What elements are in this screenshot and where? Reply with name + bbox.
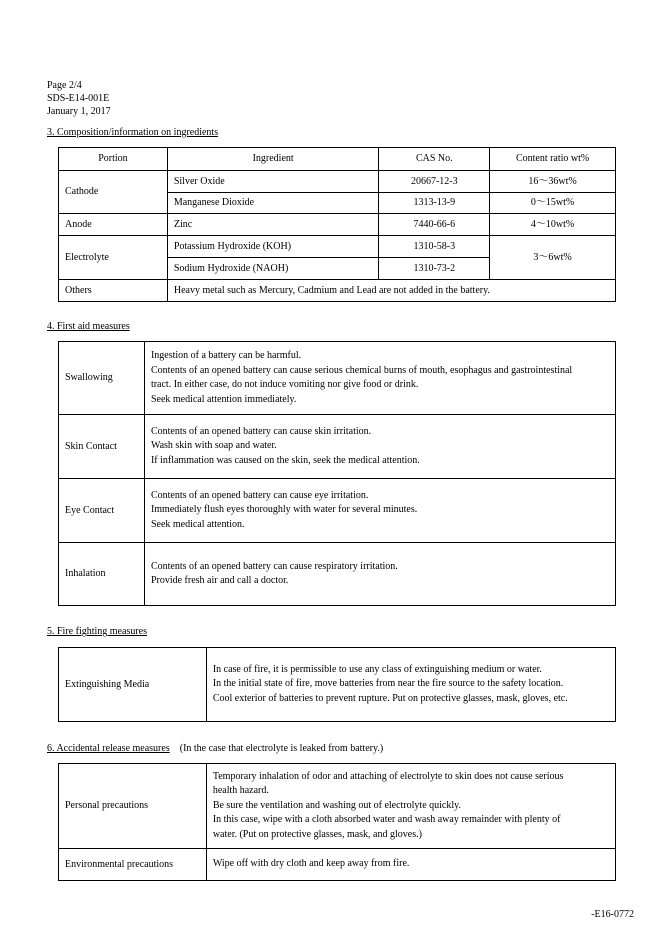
- section4-title: 4. First aid measures: [47, 321, 130, 332]
- others-note-cell: Heavy metal such as Mercury, Cadmium and Lead are not added in the battery.: [167, 280, 615, 302]
- fire-fighting-table: [58, 647, 616, 722]
- cas-cell: 7440-66-6: [379, 214, 490, 236]
- section6-note: (In the case that electrolyte is leaked from battery.): [179, 743, 384, 754]
- first-aid-table: [58, 341, 616, 606]
- table-row: [59, 236, 616, 258]
- ingredient-cell: Silver Oxide: [167, 171, 379, 193]
- table-row: [59, 214, 616, 236]
- table-row: [59, 415, 616, 479]
- section3-title: 3. Composition/information on ingredients: [47, 127, 219, 138]
- fire-fighting-label: Extinguishing Media: [59, 648, 207, 722]
- column-header: Ingredient: [167, 148, 379, 171]
- table-header-row: [59, 148, 616, 171]
- first-aid-label: Swallowing: [59, 342, 145, 415]
- document-date: January 1, 2017: [47, 106, 111, 117]
- composition-table: [58, 147, 616, 302]
- first-aid-label: Inhalation: [59, 543, 145, 606]
- first-aid-text: Contents of an opened battery can cause respiratory irritation. Provide fresh air and call a doctor.: [144, 543, 615, 606]
- ingredient-cell: Potassium Hydroxide (KOH): [167, 236, 379, 258]
- column-header: Content ratio wt%: [490, 148, 616, 171]
- table-row: [59, 342, 616, 415]
- release-text: Temporary inhalation of odor and attaching of electrolyte to skin does not cause serious health hazard. Be sure the ventilation and washing out of electrolyte quickly. In this case, wipe with a cloth absorbed water and wash away remainder with plenty of water. (Put on protective glasses, mask, and gloves.): [206, 764, 615, 849]
- fire-fighting-text: In case of fire, it is permissible to use any class of extinguishing medium or water. In the initial state of fire, move batteries from near the fire source to the safety location. Cool exterior of batteries to prevent rupture. Put on protective glasses, mask, gloves, etc.: [206, 648, 615, 722]
- ingredient-cell: Manganese Dioxide: [167, 193, 379, 214]
- first-aid-label: Eye Contact: [59, 479, 145, 543]
- table-row: [59, 543, 616, 606]
- ratio-cell: 3～6wt%: [490, 236, 616, 280]
- column-header: Portion: [59, 148, 168, 171]
- table-row: [59, 479, 616, 543]
- footer-code: -E16-0772: [591, 909, 634, 920]
- first-aid-label: Skin Contact: [59, 415, 145, 479]
- ingredient-cell: Sodium Hydroxide (NAOH): [167, 258, 379, 280]
- first-aid-text: Contents of an opened battery can cause eye irritation. Immediately flush eyes thoroughly with water for several minutes. Seek medical attention.: [144, 479, 615, 543]
- table-row: [59, 280, 616, 302]
- column-header: CAS No.: [379, 148, 490, 171]
- release-label: Environmental precautions: [59, 849, 207, 881]
- first-aid-text: Contents of an opened battery can cause skin irritation. Wash skin with soap and water. If inflammation was caused on the skin, seek the medical attention.: [144, 415, 615, 479]
- table-row: [59, 648, 616, 722]
- portion-cell: Electrolyte: [59, 236, 168, 280]
- ratio-cell: 0～15wt%: [490, 193, 616, 214]
- ratio-cell: 4～10wt%: [490, 214, 616, 236]
- section6-title: 6. Accidental release measures (In the case that electrolyte is leaked from battery.): [47, 743, 384, 754]
- page-number: Page 2/4: [47, 80, 82, 91]
- ingredient-cell: Zinc: [167, 214, 379, 236]
- cas-cell: 1313-13-9: [379, 193, 490, 214]
- cas-cell: 1310-73-2: [379, 258, 490, 280]
- table-row: [59, 849, 616, 881]
- document-id: SDS-E14-001E: [47, 93, 110, 104]
- table-row: [59, 764, 616, 849]
- cas-cell: 1310-58-3: [379, 236, 490, 258]
- ratio-cell: 16～36wt%: [490, 171, 616, 193]
- table-row: [59, 171, 616, 193]
- release-text: Wipe off with dry cloth and keep away from fire.: [206, 849, 615, 881]
- portion-cell: Others: [59, 280, 168, 302]
- first-aid-text: Ingestion of a battery can be harmful. Contents of an opened battery can cause serious chemical burns of mouth, esophagus and gastrointestinal tract. In either case, do not induce vomiting nor give food or drink. Seek medical attention immediately.: [144, 342, 615, 415]
- release-label: Personal precautions: [59, 764, 207, 849]
- portion-cell: Cathode: [59, 171, 168, 214]
- cas-cell: 20667-12-3: [379, 171, 490, 193]
- portion-cell: Anode: [59, 214, 168, 236]
- section5-title: 5. Fire fighting measures: [47, 626, 147, 637]
- accidental-release-table: [58, 763, 616, 881]
- page-header: [47, 79, 111, 118]
